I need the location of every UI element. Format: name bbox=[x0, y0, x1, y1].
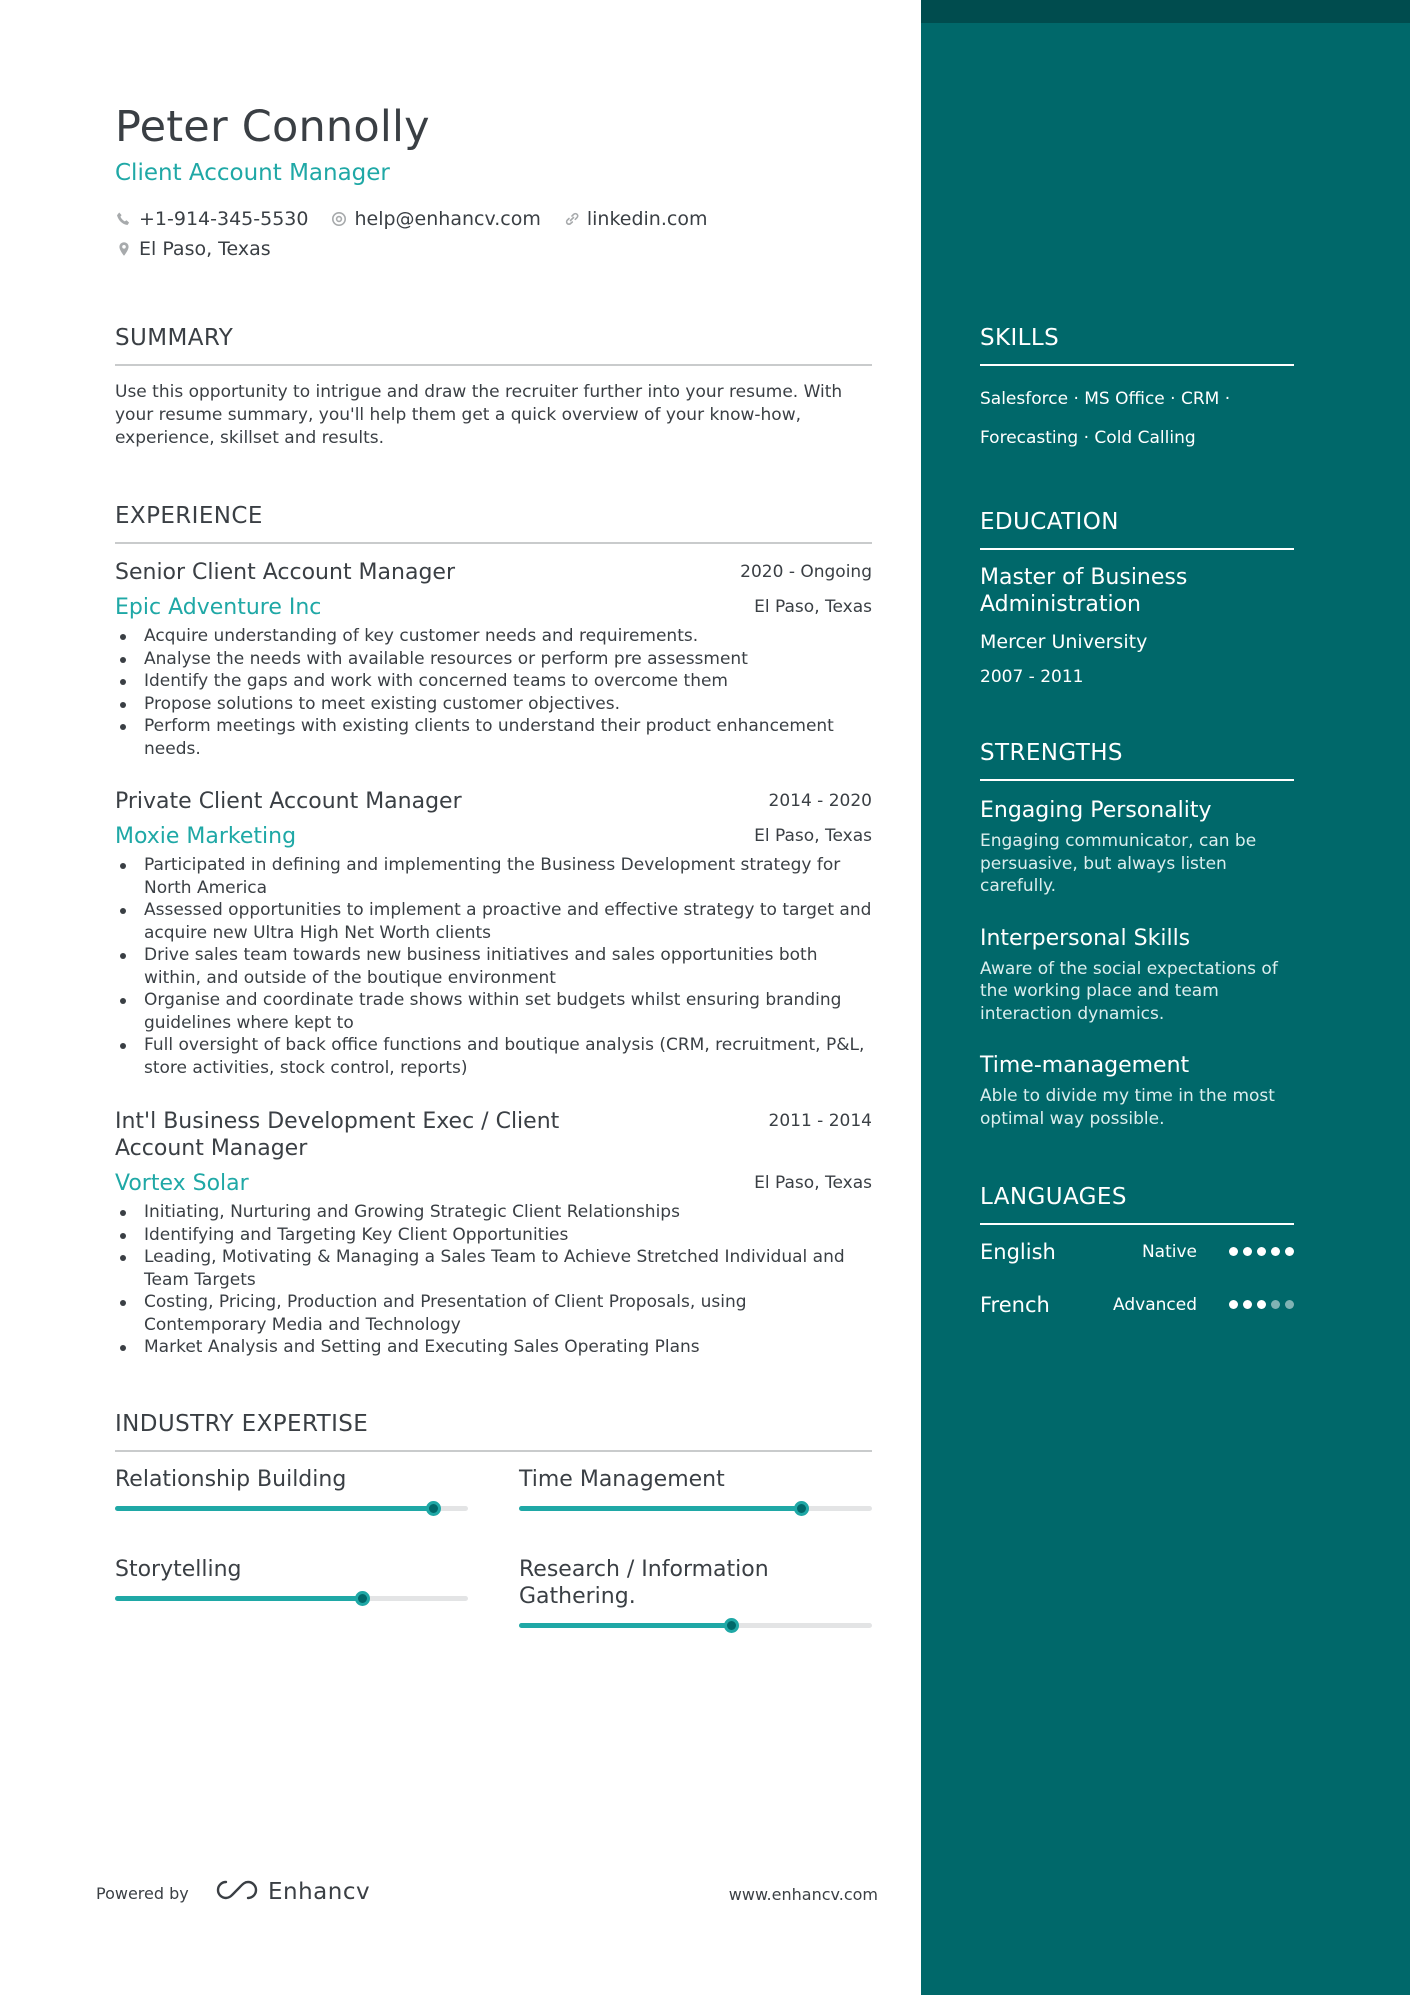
expertise-bar-knob bbox=[355, 1591, 370, 1606]
job-bullets bbox=[115, 854, 872, 1079]
at-icon bbox=[330, 210, 348, 228]
job-entry bbox=[115, 559, 872, 760]
strength-item bbox=[980, 1052, 1294, 1130]
list-item: Propose solutions to meet existing customer objectives. bbox=[115, 693, 872, 716]
expertise-item bbox=[519, 1556, 872, 1628]
expertise-bar-knob bbox=[426, 1501, 441, 1516]
level-dot bbox=[1271, 1247, 1280, 1256]
languages-heading: LANGUAGES bbox=[980, 1184, 1294, 1225]
list-item: Participated in defining and implementing the Business Development strategy for North America bbox=[115, 854, 872, 899]
footer-url[interactable]: www.enhancv.com bbox=[728, 1885, 878, 1904]
strength-title: Interpersonal Skills bbox=[980, 925, 1191, 951]
job-dates: 2011 - 2014 bbox=[768, 1111, 872, 1131]
strength-title: Time-management bbox=[980, 1053, 1190, 1078]
list-item: Leading, Motivating & Managing a Sales Team to Achieve Stretched Individual and Team Targets bbox=[115, 1246, 872, 1291]
job-dates: 2020 - Ongoing bbox=[740, 562, 872, 582]
location-pin-icon bbox=[115, 240, 133, 258]
skills-line: Forecasting · Cold Calling bbox=[980, 428, 1196, 448]
level-dot bbox=[1257, 1300, 1266, 1309]
skills-list bbox=[980, 380, 1294, 458]
language-dots bbox=[1229, 1300, 1294, 1309]
level-dot bbox=[1243, 1300, 1252, 1309]
job-company: Moxie Marketing bbox=[115, 824, 297, 849]
level-dot bbox=[1285, 1247, 1294, 1256]
level-dot bbox=[1271, 1300, 1280, 1309]
contact-link[interactable] bbox=[563, 208, 708, 230]
list-item: Assessed opportunities to implement a proactive and effective strategy to target and acquire new Ultra High Net Worth clients bbox=[115, 899, 872, 944]
expertise-label: Relationship Building bbox=[115, 1467, 347, 1492]
job-role: Senior Client Account Manager bbox=[115, 560, 455, 585]
job-company: Epic Adventure Inc bbox=[115, 595, 322, 620]
language-name: French bbox=[980, 1292, 1050, 1317]
job-entry bbox=[115, 1108, 872, 1359]
expertise-bar-fill bbox=[115, 1506, 433, 1511]
skills-line: Salesforce · MS Office · CRM · bbox=[980, 389, 1231, 409]
list-item: Identify the gaps and work with concerned teams to overcome them bbox=[115, 670, 872, 693]
expertise-bar bbox=[115, 1596, 468, 1601]
skills-section bbox=[980, 325, 1294, 458]
job-header bbox=[115, 559, 872, 586]
job-location: El Paso, Texas bbox=[754, 826, 872, 846]
list-item: Identifying and Targeting Key Client Opportunities bbox=[115, 1224, 872, 1247]
expertise-bar-knob bbox=[724, 1618, 739, 1633]
contact-email[interactable] bbox=[330, 208, 540, 230]
contact-phone bbox=[115, 208, 308, 230]
strength-desc: Aware of the social expectations of the working place and team interaction dynamics. bbox=[980, 958, 1278, 1024]
summary-text: Use this opportunity to intrigue and draw the recruiter further into your resume. With your resume summary, you'll help them get a quick overview of your know-how, experience, skillset and results. bbox=[115, 382, 843, 448]
job-dates: 2014 - 2020 bbox=[768, 791, 872, 811]
education-degree: Master of Business Administration bbox=[980, 565, 1188, 617]
education-heading: EDUCATION bbox=[980, 509, 1294, 550]
expertise-bar-fill bbox=[115, 1596, 362, 1601]
strengths-section bbox=[980, 740, 1294, 1130]
expertise-item bbox=[519, 1466, 872, 1511]
language-level: Native bbox=[1141, 1241, 1197, 1262]
contact-row-2 bbox=[115, 238, 293, 260]
list-item: Market Analysis and Setting and Executing Sales Operating Plans bbox=[115, 1336, 872, 1359]
level-dot bbox=[1229, 1247, 1238, 1256]
list-item: Drive sales team towards new business initiatives and sales opportunities both within, and outside of the boutique environment bbox=[115, 944, 872, 989]
level-dot bbox=[1257, 1247, 1266, 1256]
job-location: El Paso, Texas bbox=[754, 597, 872, 617]
job-role: Private Client Account Manager bbox=[115, 789, 462, 814]
sidebar-top-bar bbox=[921, 0, 1410, 23]
enhancv-logo-icon bbox=[214, 1878, 260, 1906]
expertise-bar-fill bbox=[519, 1623, 731, 1628]
expertise-heading: INDUSTRY EXPERTISE bbox=[115, 1411, 872, 1452]
candidate-name: Peter Connolly bbox=[115, 102, 430, 152]
experience-section bbox=[115, 503, 872, 544]
language-name: English bbox=[980, 1239, 1056, 1264]
expertise-label: Storytelling bbox=[115, 1557, 242, 1582]
email-text[interactable]: help@enhancv.com bbox=[354, 208, 541, 230]
list-item: Full oversight of back office functions and boutique analysis (CRM, recruitment, P&L, store activities, stock control, reports) bbox=[115, 1034, 872, 1079]
strength-desc: Able to divide my time in the most optimal way possible. bbox=[980, 1086, 1275, 1129]
level-dot bbox=[1229, 1300, 1238, 1309]
location-text: El Paso, Texas bbox=[139, 238, 271, 260]
list-item: Organise and coordinate trade shows within set budgets whilst ensuring branding guidelines where kept to bbox=[115, 989, 872, 1034]
education-section bbox=[980, 509, 1294, 687]
strength-title: Engaging Personality bbox=[980, 798, 1212, 823]
job-entry bbox=[115, 788, 872, 1079]
strength-desc: Engaging communicator, can be persuasive, but always listen carefully. bbox=[980, 831, 1257, 896]
expertise-item bbox=[115, 1466, 468, 1511]
expertise-label: Research / Information Gathering. bbox=[519, 1557, 769, 1609]
education-years: 2007 - 2011 bbox=[980, 667, 1084, 687]
contact-row-1 bbox=[115, 208, 729, 230]
link-text[interactable]: linkedin.com bbox=[586, 208, 708, 230]
expertise-bar bbox=[519, 1623, 872, 1628]
phone-text: +1-914-345-5530 bbox=[139, 208, 309, 230]
enhancv-logo-text: Enhancv bbox=[268, 1879, 371, 1905]
job-location: El Paso, Texas bbox=[754, 1173, 872, 1193]
link-icon bbox=[563, 210, 581, 228]
strength-item bbox=[980, 925, 1294, 1026]
job-header bbox=[115, 1108, 872, 1162]
expertise-section bbox=[115, 1411, 872, 1452]
language-row bbox=[980, 1225, 1294, 1278]
languages-section bbox=[980, 1184, 1294, 1331]
powered-by-label: Powered by bbox=[96, 1884, 189, 1903]
experience-heading: EXPERIENCE bbox=[115, 503, 872, 544]
summary-heading: SUMMARY bbox=[115, 325, 872, 366]
enhancv-logo[interactable] bbox=[214, 1878, 370, 1906]
job-company-row bbox=[115, 1170, 872, 1197]
job-bullets bbox=[115, 625, 872, 760]
language-dots bbox=[1229, 1247, 1294, 1256]
job-company-row bbox=[115, 594, 872, 621]
education-school: Mercer University bbox=[980, 631, 1148, 653]
level-dot bbox=[1285, 1300, 1294, 1309]
list-item: Initiating, Nurturing and Growing Strategic Client Relationships bbox=[115, 1201, 872, 1224]
language-row bbox=[980, 1278, 1294, 1331]
contact-location bbox=[115, 238, 271, 260]
list-item: Perform meetings with existing clients to understand their product enhancement needs. bbox=[115, 715, 872, 760]
list-item: Analyse the needs with available resources or perform pre assessment bbox=[115, 648, 872, 671]
job-company-row bbox=[115, 823, 872, 850]
skills-heading: SKILLS bbox=[980, 325, 1294, 366]
candidate-title: Client Account Manager bbox=[115, 160, 390, 186]
expertise-bar bbox=[115, 1506, 468, 1511]
expertise-label: Time Management bbox=[519, 1467, 725, 1492]
expertise-item bbox=[115, 1556, 468, 1601]
strengths-heading: STRENGTHS bbox=[980, 740, 1294, 781]
job-bullets bbox=[115, 1201, 872, 1359]
summary-section bbox=[115, 325, 872, 450]
language-level: Advanced bbox=[1113, 1294, 1197, 1315]
level-dot bbox=[1243, 1247, 1252, 1256]
expertise-bar-fill bbox=[519, 1506, 801, 1511]
list-item: Costing, Pricing, Production and Presentation of Client Proposals, using Contemporary Media and Technology bbox=[115, 1291, 872, 1336]
job-role: Int'l Business Development Exec / Client Account Manager bbox=[115, 1109, 560, 1161]
job-company: Vortex Solar bbox=[115, 1171, 249, 1196]
expertise-bar bbox=[519, 1506, 872, 1511]
strength-item bbox=[980, 797, 1294, 898]
list-item: Acquire understanding of key customer needs and requirements. bbox=[115, 625, 872, 648]
job-header bbox=[115, 788, 872, 815]
phone-icon bbox=[115, 210, 133, 228]
